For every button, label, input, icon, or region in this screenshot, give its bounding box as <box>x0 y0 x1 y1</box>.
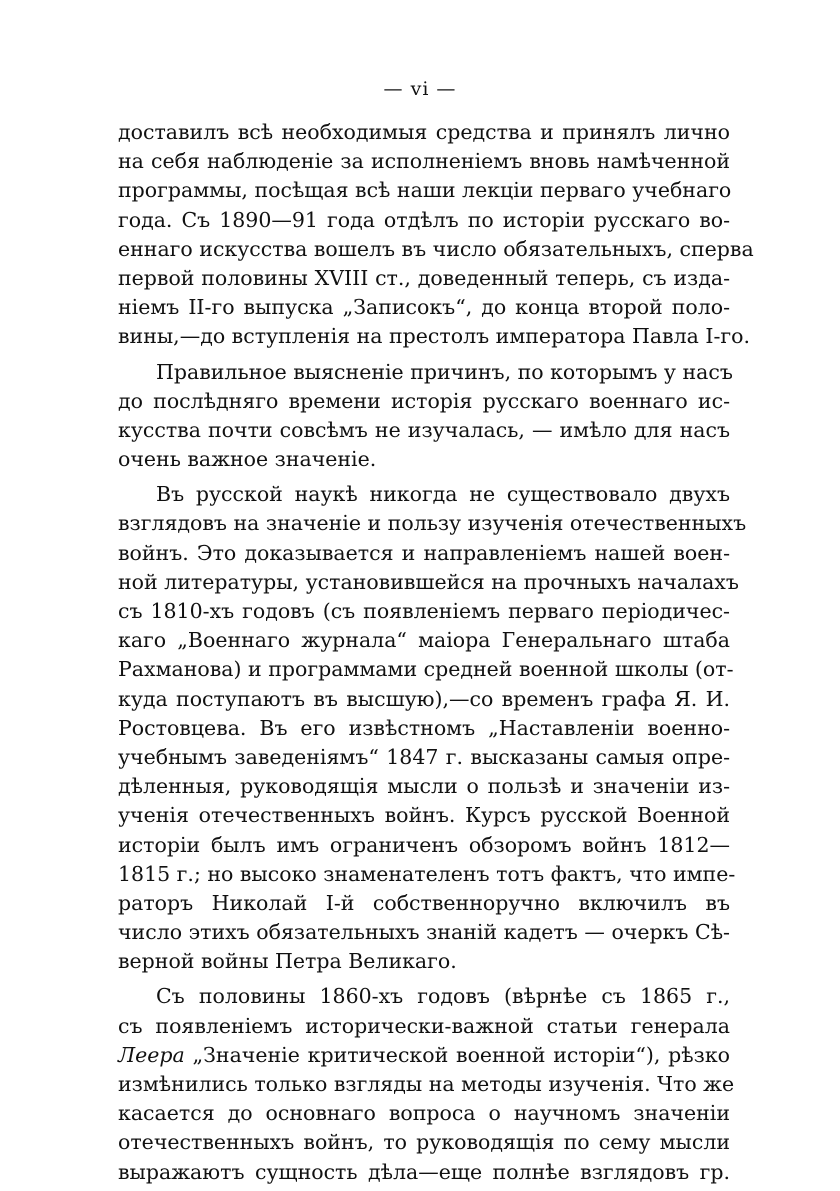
text-line: касается до основнаго вопроса о научномъ значеніи <box>118 1101 730 1126</box>
text-line: съ появленіемъ исторически-важной статьи генерала <box>118 1013 730 1038</box>
text-line: на себя наблюденіе за исполненіемъ вновь намѣченной <box>118 149 730 174</box>
text-line: года. Съ 1890—91 года отдѣлъ по исторіи русскаго во- <box>118 207 730 232</box>
text-line: учебнымъ заведеніямъ“ 1847 г. высказаны самыя опре- <box>118 744 730 769</box>
italic-author-name: Леера <box>118 1042 185 1067</box>
text-line-rest: „Значеніе критической военной исторіи“), рѣзко <box>192 1042 730 1067</box>
text-line: еннаго искусства вошелъ въ число обязательныхъ, сперва <box>118 236 754 261</box>
text-line: программы, посѣщая всѣ наши лекціи перваго учебнаго <box>118 178 732 203</box>
page-number-header: — vi — <box>383 78 457 100</box>
text-line: вины,—до вступленія на престолъ императора Павла I-го. <box>118 324 750 349</box>
text-line: измѣнились только взгляды на методы изученія. Что же <box>118 1072 735 1096</box>
text-line: кусства почти совсѣмъ не изучалась, — имѣло для насъ <box>118 417 730 442</box>
text-line: ной литературы, установившейся на прочныхъ началахъ <box>118 569 739 594</box>
text-line: каго „Военнаго журнала“ маіора Генеральнаго штаба <box>118 628 730 653</box>
text-line: исторіи былъ имъ ограниченъ обзоромъ войнъ 1812— <box>118 832 730 857</box>
body-text <box>118 118 754 1187</box>
text-line: 1815 г.; но высоко знаменателенъ тотъ фактъ, что импе- <box>118 861 736 886</box>
text-line: Правильное выясненіе причинъ, по которымъ у насъ <box>156 359 733 384</box>
text-line: доставилъ всѣ необходимыя средства и принялъ лично <box>118 120 730 144</box>
text-line: число этихъ обязательныхъ знаній кадетъ — очеркъ Сѣ- <box>118 920 730 945</box>
text-line: взглядовъ на значеніе и пользу изученія отечественныхъ <box>118 511 747 536</box>
text-line-with-italic-name <box>118 1041 730 1070</box>
text-line: очень важное значеніе. <box>118 447 377 472</box>
text-line: Въ русской наукѣ никогда не существовало двухъ <box>156 482 730 507</box>
text-line: отечественныхъ войнъ, то руководящія по сему мысли <box>118 1130 730 1155</box>
text-line: Ростовцева. Въ его извѣстномъ „Наставленіи военно- <box>118 715 730 740</box>
text-line: Рахманова) и программами средней военной школы (от- <box>118 657 734 682</box>
text-line: дѣленныя, руководящія мысли о пользѣ и значеніи из- <box>118 774 730 799</box>
text-line: ученія отечественныхъ войнъ. Курсъ русской Военной <box>118 803 730 828</box>
text-line: раторъ Николай I-й собственноручно включилъ въ <box>118 890 730 915</box>
text-line: первой половины XVIII ст., доведенный теперь, съ изда- <box>118 265 730 290</box>
text-line: войнъ. Это доказывается и направленіемъ нашей воен- <box>118 540 730 565</box>
text-line: Съ половины 1860-хъ годовъ (вѣрнѣе съ 1865 г., <box>156 984 730 1009</box>
text-line: ніемъ II-го выпуска „Записокъ“, до конца второй поло- <box>118 295 730 320</box>
text-line: куда поступаютъ въ высшую),—со временъ графа Я. И. <box>118 686 730 711</box>
text-line: верной войны Петра Великаго. <box>118 949 457 974</box>
text-line: выражаютъ сущность дѣла—еще полнѣе взглядовъ гр. <box>118 1159 730 1184</box>
text-line: съ 1810-хъ годовъ (съ появленіемъ перваго періодичес- <box>118 599 730 623</box>
text-line: до послѣдняго времени исторія русскаго военнаго ис- <box>118 388 730 413</box>
